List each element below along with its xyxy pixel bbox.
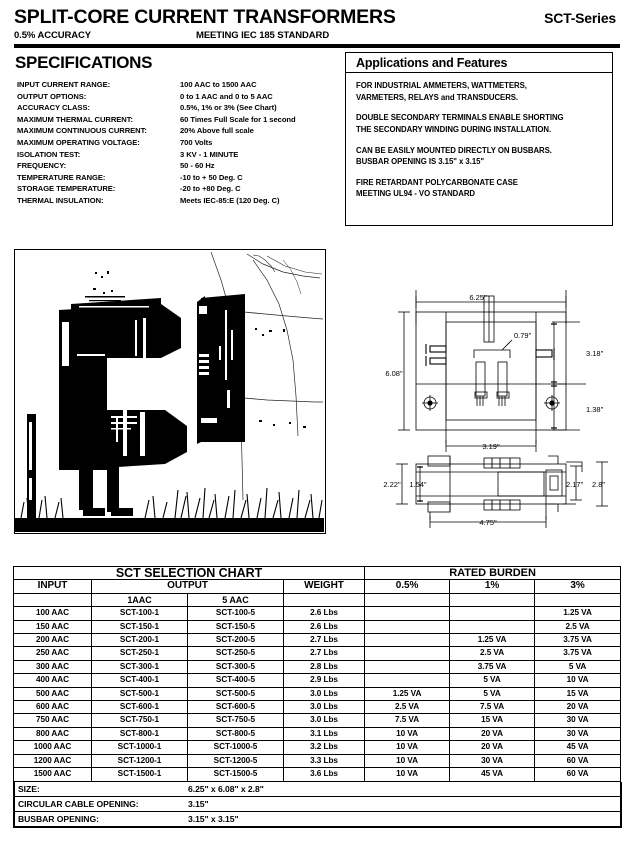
cell-burden-05: 10 VA [365, 741, 450, 754]
subheader-blank-b3 [535, 593, 621, 606]
cell-output-5aac: SCT-250-5 [188, 647, 284, 660]
cell-weight: 2.7 Lbs [284, 634, 365, 647]
product-photo-image [15, 250, 324, 532]
cell-output-5aac: SCT-150-5 [188, 620, 284, 633]
applications-paragraph: CAN BE EASILY MOUNTED DIRECTLY ON BUSBARS. BUSBAR OPENING IS 3.15" x 3.15" [356, 145, 552, 167]
cell-burden-1: 45 VA [450, 768, 535, 781]
cell-output-5aac: SCT-100-5 [188, 607, 284, 620]
mechanical-drawing-image [380, 250, 625, 535]
footer-value: 3.15" [188, 796, 621, 811]
table-row [14, 660, 621, 673]
table-row [14, 647, 621, 660]
cell-burden-3: 2.5 VA [535, 620, 621, 633]
cell-burden-3: 1.25 VA [535, 607, 621, 620]
spec-label: ISOLATION TEST: [17, 149, 81, 159]
cell-weight: 3.2 Lbs [284, 741, 365, 754]
cell-burden-3: 30 VA [535, 714, 621, 727]
cell-weight: 3.3 Lbs [284, 754, 365, 767]
applications-box [345, 52, 613, 226]
chart-title-row [14, 567, 621, 580]
spec-row [17, 138, 296, 150]
spec-row [17, 173, 296, 185]
spec-value: 50 - 60 Hz [180, 161, 215, 171]
cell-output-5aac: SCT-600-5 [188, 701, 284, 714]
spec-label: STORAGE TEMPERATURE: [17, 184, 116, 194]
accuracy-label: 0.5% ACCURACY [14, 30, 92, 41]
cell-input: 800 AAC [14, 727, 92, 740]
cell-burden-3: 30 VA [535, 727, 621, 740]
subheader-blank-b1 [450, 593, 535, 606]
cell-burden-3: 20 VA [535, 701, 621, 714]
cell-burden-05: 10 VA [365, 727, 450, 740]
cell-output-1aac: SCT-250-1 [92, 647, 188, 660]
table-row [14, 687, 621, 700]
cell-burden-05 [365, 607, 450, 620]
dim-side-right-outer-label: 2.8" [592, 480, 606, 489]
spec-label: THERMAL INSULATION: [17, 195, 104, 205]
cell-burden-3: 45 VA [535, 741, 621, 754]
spec-label: ACCURACY CLASS: [17, 103, 90, 113]
cell-weight: 3.0 Lbs [284, 714, 365, 727]
footer-label: BUSBAR OPENING: [14, 811, 188, 827]
cell-burden-1: 20 VA [450, 727, 535, 740]
chart-footer-body [14, 782, 621, 827]
spec-label: FREQUENCY: [17, 161, 67, 171]
cell-burden-1: 30 VA [450, 754, 535, 767]
chart-title-cell: SCT SELECTION CHART [14, 567, 365, 580]
spec-value: 60 Times Full Scale for 1 second [180, 114, 296, 124]
cell-burden-05 [365, 660, 450, 673]
table-row [14, 768, 621, 781]
footer-value: 3.15" x 3.15" [188, 811, 621, 827]
mechanical-drawing [380, 250, 625, 535]
cell-burden-05: 2.5 VA [365, 701, 450, 714]
spec-value: -10 to + 50 Deg. C [180, 172, 243, 182]
cell-output-1aac: SCT-800-1 [92, 727, 188, 740]
footer-value: 6.25" x 6.08" x 2.8" [188, 782, 621, 797]
cell-burden-3: 15 VA [535, 687, 621, 700]
cell-burden-3: 60 VA [535, 754, 621, 767]
cell-input: 250 AAC [14, 647, 92, 660]
cell-burden-3: 5 VA [535, 660, 621, 673]
selection-chart-body [14, 607, 621, 781]
footer-label: CIRCULAR CABLE OPENING: [14, 796, 188, 811]
subheader-blank-b05 [365, 593, 450, 606]
cell-input: 1000 AAC [14, 741, 92, 754]
cell-burden-05 [365, 674, 450, 687]
spec-row [17, 103, 296, 115]
footer-row [14, 796, 621, 811]
cell-weight: 3.6 Lbs [284, 768, 365, 781]
cell-input: 1200 AAC [14, 754, 92, 767]
applications-paragraph: DOUBLE SECONDARY TERMINALS ENABLE SHORTING THE SECONDARY WINDING DURING INSTALLATION. [356, 113, 564, 134]
cell-input: 750 AAC [14, 714, 92, 727]
standard-label: MEETING IEC 185 STANDARD [196, 30, 330, 41]
cell-output-1aac: SCT-750-1 [92, 714, 188, 727]
cell-burden-05: 10 VA [365, 754, 450, 767]
cell-burden-1: 3.75 VA [450, 660, 535, 673]
cell-output-1aac: SCT-100-1 [92, 607, 188, 620]
cell-input: 300 AAC [14, 660, 92, 673]
cell-burden-1: 20 VA [450, 741, 535, 754]
applications-paragraph: FIRE RETARDANT POLYCARBONATE CASE MEETING UL94 - VO STANDARD [356, 177, 518, 199]
cell-burden-1: 2.5 VA [450, 647, 535, 660]
spec-value: -20 to +80 Deg. C [180, 184, 241, 194]
cell-burden-3: 3.75 VA [535, 647, 621, 660]
spec-row [17, 115, 296, 127]
spec-label: INPUT CURRENT RANGE: [17, 80, 111, 89]
spec-label: MAXIMUM CONTINUOUS CURRENT: [17, 126, 147, 136]
table-row [14, 607, 621, 620]
footer-row [14, 811, 621, 827]
table-row [14, 714, 621, 727]
cell-output-1aac: SCT-200-1 [92, 634, 188, 647]
header-burden-1: 1% [450, 580, 535, 593]
cell-weight: 2.8 Lbs [284, 660, 365, 673]
spec-label: TEMPERATURE RANGE: [17, 172, 106, 182]
product-photo [14, 249, 326, 534]
cell-input: 600 AAC [14, 701, 92, 714]
subheader-blank-weight [284, 593, 365, 606]
cell-output-5aac: SCT-200-5 [188, 634, 284, 647]
cell-burden-1: 5 VA [450, 674, 535, 687]
cell-input: 200 AAC [14, 634, 92, 647]
cell-burden-1: 1.25 VA [450, 634, 535, 647]
cell-burden-05 [365, 647, 450, 660]
cell-input: 100 AAC [14, 607, 92, 620]
cell-output-5aac: SCT-1500-5 [188, 768, 284, 781]
spec-value: 0.5%, 1% or 3% (See Chart) [180, 103, 277, 113]
cell-output-5aac: SCT-300-5 [188, 660, 284, 673]
cell-burden-05: 10 VA [365, 768, 450, 781]
selection-chart-table [13, 566, 621, 782]
cell-burden-1 [450, 607, 535, 620]
cell-input: 150 AAC [14, 620, 92, 633]
cell-output-1aac: SCT-500-1 [92, 687, 188, 700]
cell-output-1aac: SCT-300-1 [92, 660, 188, 673]
spec-label: MAXIMUM OPERATING VOLTAGE: [17, 137, 140, 147]
cell-weight: 2.6 Lbs [284, 620, 365, 633]
spec-label: MAXIMUM THERMAL CURRENT: [17, 114, 133, 124]
header-divider [14, 44, 620, 48]
cell-input: 1500 AAC [14, 768, 92, 781]
spec-value: 700 Volts [180, 137, 213, 147]
table-row [14, 701, 621, 714]
specifications-body [17, 80, 296, 208]
spec-value: 100 AAC to 1500 AAC [180, 80, 257, 89]
specifications-table [17, 80, 296, 208]
cell-burden-3: 3.75 VA [535, 634, 621, 647]
header-output: OUTPUT [92, 580, 284, 593]
cell-weight: 3.0 Lbs [284, 687, 365, 700]
header-input: INPUT [14, 580, 92, 593]
cell-output-1aac: SCT-400-1 [92, 674, 188, 687]
table-row [14, 741, 621, 754]
series-label: SCT-Series [544, 10, 616, 26]
cell-burden-05: 7.5 VA [365, 714, 450, 727]
page-title: SPLIT-CORE CURRENT TRANSFORMERS [14, 6, 396, 28]
cell-output-5aac: SCT-800-5 [188, 727, 284, 740]
cell-burden-05 [365, 620, 450, 633]
dim-side-right-inner-label: 2.17" [566, 480, 584, 489]
cell-burden-05: 1.25 VA [365, 687, 450, 700]
spec-row [17, 150, 296, 162]
dim-side-left-inner-label: 1.54" [409, 480, 427, 489]
cell-output-1aac: SCT-1500-1 [92, 768, 188, 781]
chart-footer-table [13, 782, 622, 828]
cell-output-1aac: SCT-600-1 [92, 701, 188, 714]
spec-row [17, 92, 296, 104]
header-burden-05: 0.5% [365, 580, 450, 593]
specifications-title: SPECIFICATIONS [15, 53, 153, 72]
page-header [14, 6, 620, 41]
cell-burden-1: 5 VA [450, 687, 535, 700]
spec-label: OUTPUT OPTIONS: [17, 91, 87, 101]
chart-header-row [14, 580, 621, 593]
spec-row [17, 126, 296, 138]
cell-burden-1: 7.5 VA [450, 701, 535, 714]
table-row [14, 727, 621, 740]
chart-subheader-row [14, 593, 621, 606]
dim-right-lower-label: 1.38" [586, 405, 604, 414]
header-burden-3: 3% [535, 580, 621, 593]
dim-left-label: 6.08" [385, 369, 403, 378]
footer-row [14, 782, 621, 797]
dim-top-label: 6.25" [469, 293, 487, 302]
spec-row [17, 161, 296, 173]
cell-burden-05 [365, 634, 450, 647]
applications-title: Applications and Features [356, 56, 508, 70]
spec-row [17, 80, 296, 92]
cell-output-5aac: SCT-1000-5 [188, 741, 284, 754]
subheader-blank-input [14, 593, 92, 606]
cell-burden-1: 15 VA [450, 714, 535, 727]
table-row [14, 674, 621, 687]
cell-burden-3: 60 VA [535, 768, 621, 781]
cell-output-5aac: SCT-750-5 [188, 714, 284, 727]
cell-output-5aac: SCT-400-5 [188, 674, 284, 687]
spec-value: Meets IEC-85:E (120 Deg. C) [180, 195, 280, 205]
dim-inner-label: 0.79" [514, 331, 532, 340]
table-row [14, 620, 621, 633]
header-weight: WEIGHT [284, 580, 365, 593]
spec-row [17, 196, 296, 208]
selection-chart [13, 566, 620, 828]
cell-input: 400 AAC [14, 674, 92, 687]
cell-output-1aac: SCT-150-1 [92, 620, 188, 633]
spec-value: 20% Above full scale [180, 126, 254, 136]
cell-output-1aac: SCT-1000-1 [92, 741, 188, 754]
applications-paragraph: FOR INDUSTRIAL AMMETERS, WATTMETERS, VARMETERS, RELAYS and TRANSDUCERS. [356, 81, 527, 102]
cell-input: 500 AAC [14, 687, 92, 700]
burden-title-cell: RATED BURDEN [365, 567, 621, 580]
spec-value: 0 to 1 AAC and 0 to 5 AAC [180, 91, 273, 101]
spec-value: 3 KV - 1 MINUTE [180, 149, 239, 159]
spec-row [17, 184, 296, 196]
subheader-out-5aac: 5 AAC [188, 593, 284, 606]
cell-output-5aac: SCT-500-5 [188, 687, 284, 700]
cell-weight: 2.9 Lbs [284, 674, 365, 687]
cell-output-1aac: SCT-1200-1 [92, 754, 188, 767]
selection-chart-head [14, 567, 621, 607]
table-row [14, 754, 621, 767]
cell-weight: 3.0 Lbs [284, 701, 365, 714]
cell-burden-3: 10 VA [535, 674, 621, 687]
dim-right-upper-label: 3.18" [586, 349, 604, 358]
footer-label: SIZE: [14, 782, 188, 797]
cell-weight: 3.1 Lbs [284, 727, 365, 740]
dim-bottom-front-label: 3.19" [482, 442, 500, 451]
cell-output-5aac: SCT-1200-5 [188, 754, 284, 767]
cell-weight: 2.7 Lbs [284, 647, 365, 660]
dim-side-left-outer-label: 2.22" [383, 480, 401, 489]
dim-side-bottom-label: 4.75" [479, 518, 497, 527]
cell-burden-1 [450, 620, 535, 633]
subheader-out-1aac: 1AAC [92, 593, 188, 606]
cell-weight: 2.6 Lbs [284, 607, 365, 620]
table-row [14, 634, 621, 647]
applications-body [346, 73, 612, 200]
